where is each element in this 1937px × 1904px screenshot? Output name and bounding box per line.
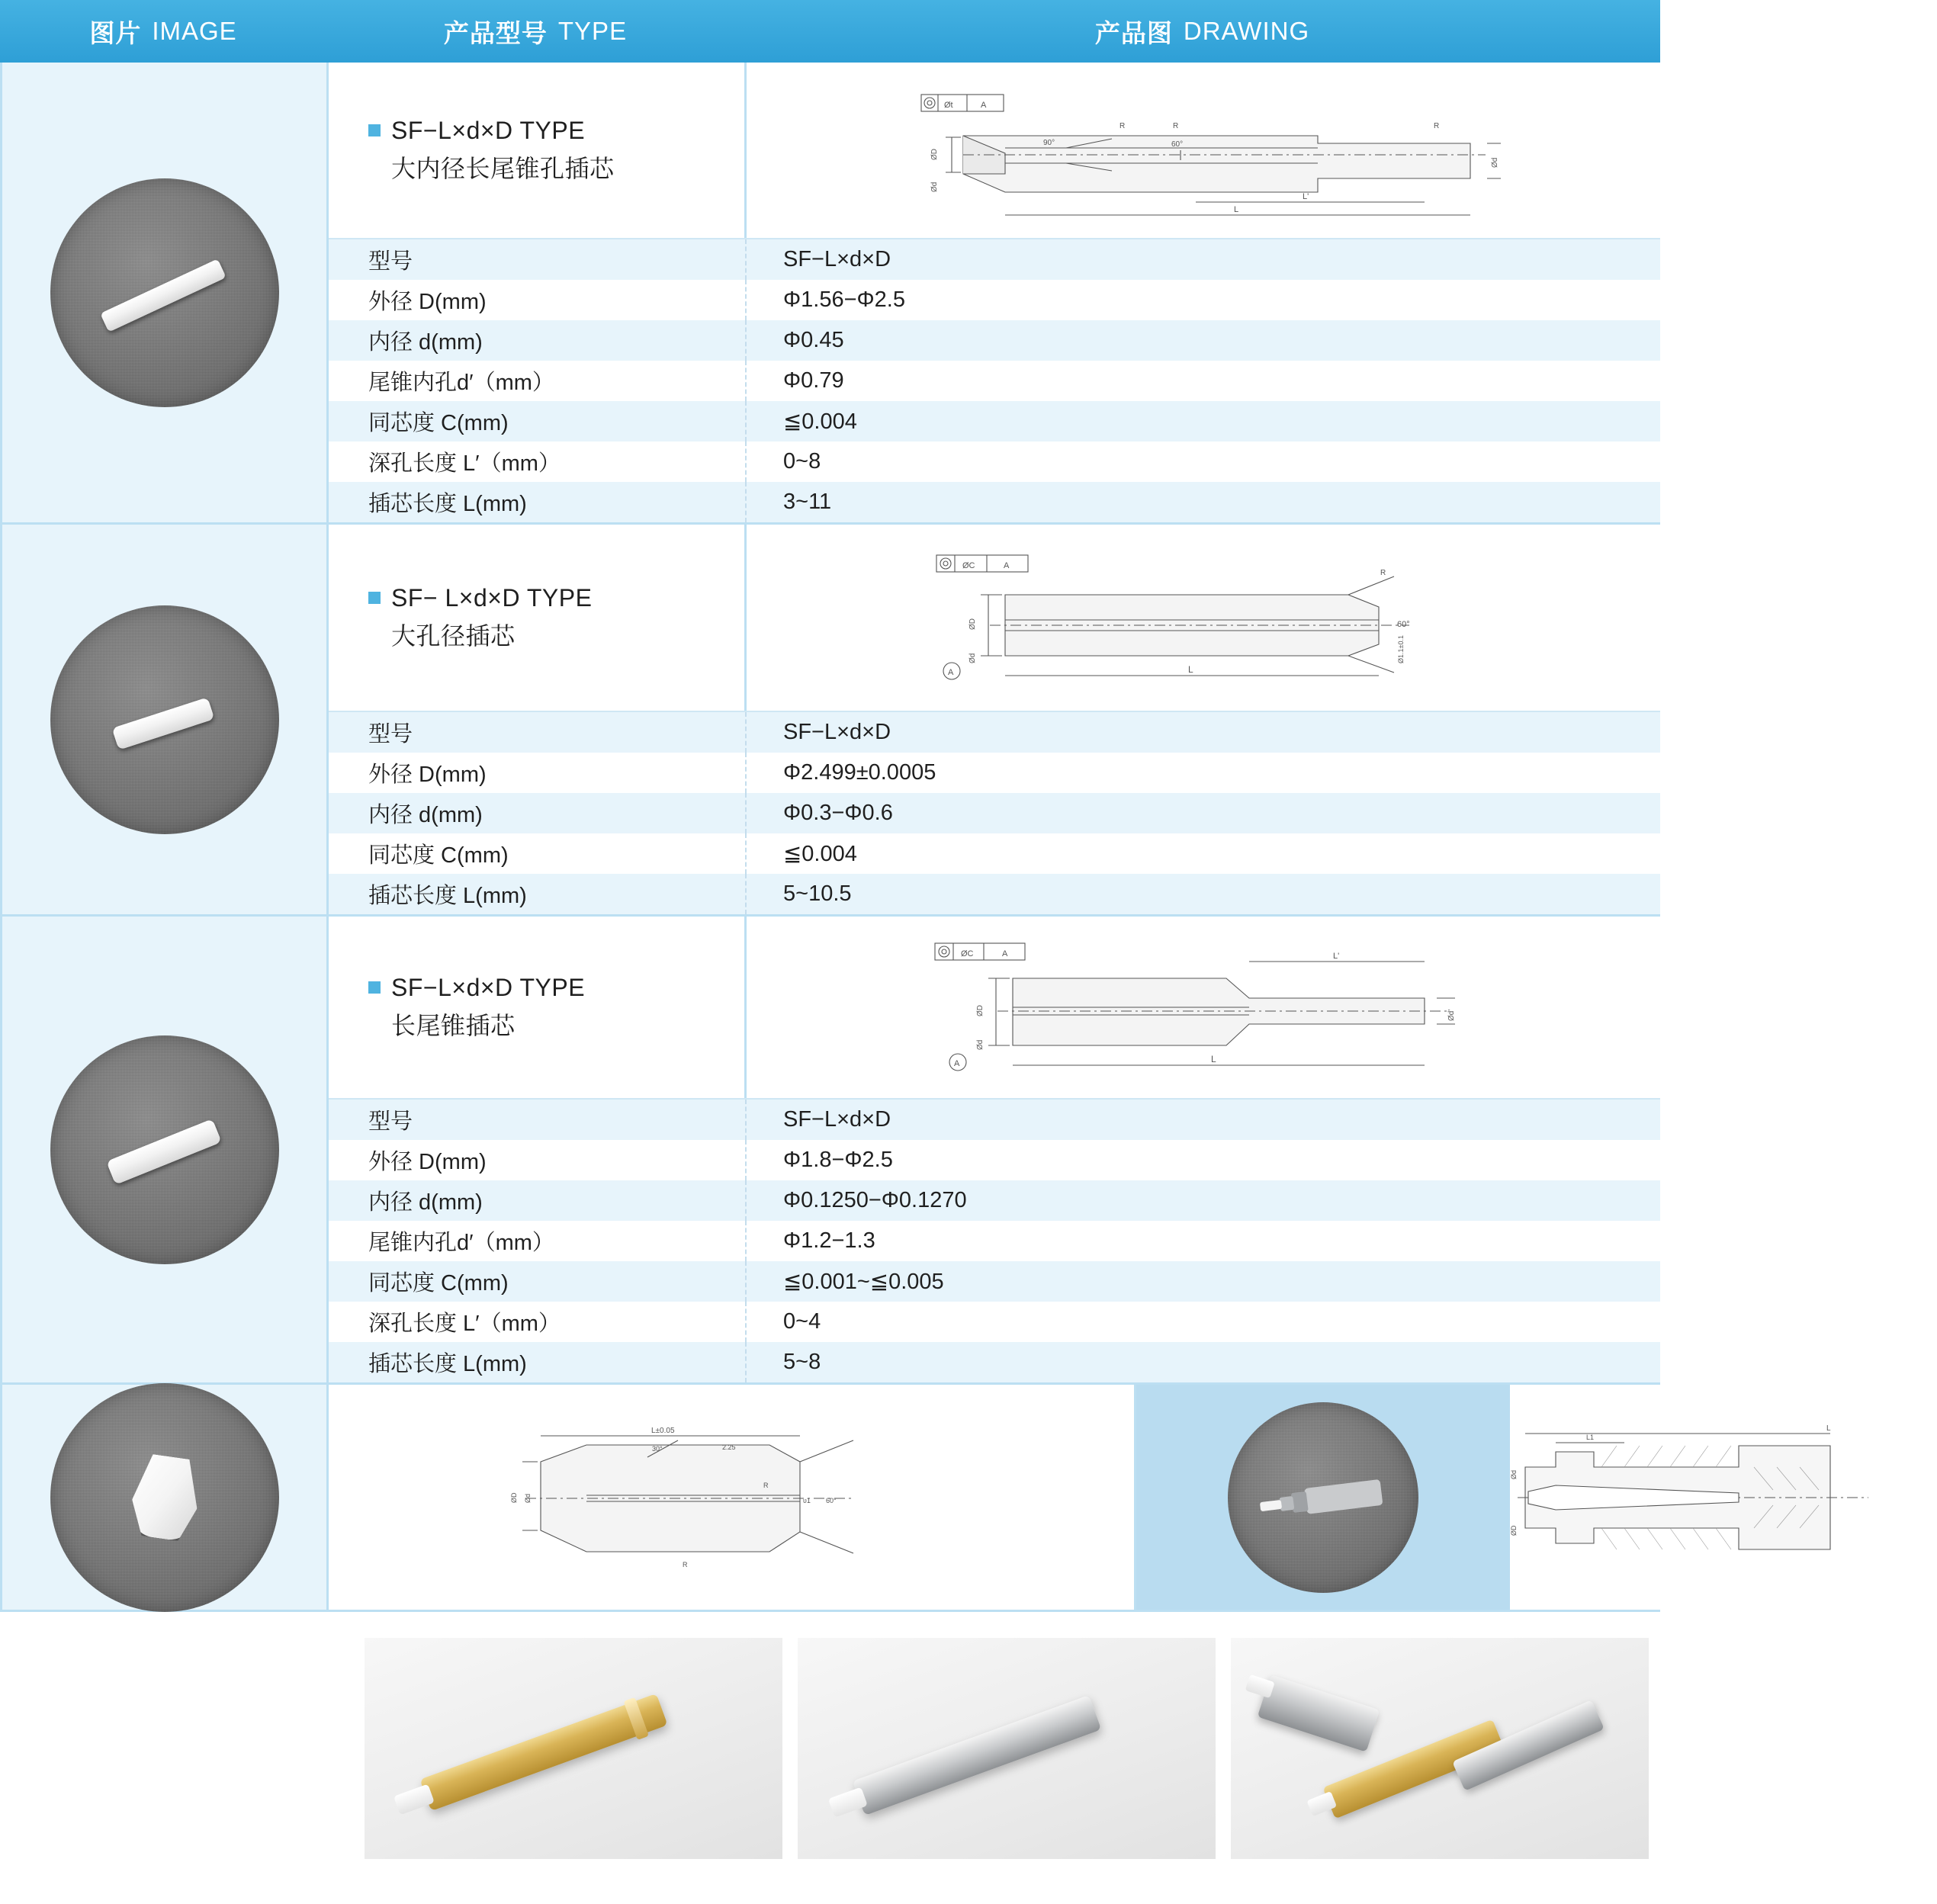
ferrule-body <box>100 258 226 332</box>
header-type-en: TYPE <box>557 17 628 45</box>
steel-body <box>1258 1674 1380 1752</box>
table-row <box>329 712 1660 753</box>
spec-value: 3~11 <box>783 490 832 514</box>
brass-pin <box>419 1694 667 1811</box>
product-type-cell-1 <box>329 63 747 238</box>
conical-ferrule-photo <box>50 1383 279 1612</box>
svg-text:Ød: Ød <box>930 181 939 192</box>
product-image-cell-2 <box>2 525 329 914</box>
bottom-photo-strip <box>0 1612 1660 1886</box>
table-row <box>329 482 1660 522</box>
product-drawing-cell-2 <box>747 525 1660 711</box>
svg-text:L: L <box>1826 1424 1831 1433</box>
spec-value: 0~8 <box>783 449 821 474</box>
spec-key: 深孔长度 L′（mm） <box>329 1302 747 1342</box>
svg-text:ØD: ØD <box>1510 1525 1518 1536</box>
product-title-line2: 大内径长尾锥孔插芯 <box>391 155 615 182</box>
technical-drawing-4a <box>495 1418 968 1578</box>
product-drawing-cell-4a <box>329 1385 1136 1610</box>
table-row <box>329 1342 1660 1382</box>
spec-value: 5~8 <box>783 1350 821 1374</box>
table-row <box>329 1302 1660 1342</box>
spec-key: 型号 <box>329 239 747 280</box>
spec-value: Φ0.45 <box>783 328 844 352</box>
svg-text:90°: 90° <box>1043 139 1055 147</box>
product-block-3 <box>0 917 1660 1385</box>
spec-value: 5~10.5 <box>783 881 852 906</box>
ceramic-tip <box>828 1787 868 1817</box>
product-drawing-cell-3 <box>747 917 1660 1098</box>
svg-text:ØD: ØD <box>968 618 977 630</box>
header-type-cn: 产品型号 <box>443 18 548 47</box>
table-row <box>329 753 1660 793</box>
svg-text:ØD: ØD <box>930 149 939 160</box>
bullet-icon <box>368 981 381 994</box>
technical-drawing-4b <box>1510 1421 1937 1574</box>
svg-text:Ød': Ød' <box>1447 1009 1456 1021</box>
table-row <box>329 1221 1660 1261</box>
product-title-line2: 长尾锥插芯 <box>391 1012 516 1039</box>
svg-text:A: A <box>1002 949 1008 958</box>
spec-key: 型号 <box>329 712 747 753</box>
svg-text:R: R <box>1119 122 1126 130</box>
product-image-cell-1 <box>2 63 329 522</box>
svg-text:A: A <box>1004 561 1010 570</box>
spec-table-3 <box>329 1100 1660 1382</box>
technical-drawing-1 <box>891 78 1516 223</box>
spec-key: 同芯度 C(mm) <box>329 1261 747 1302</box>
technical-drawing-2 <box>891 541 1516 694</box>
assembly-pin-1 <box>1258 1674 1380 1752</box>
spec-table-2 <box>329 712 1660 914</box>
spec-key: 型号 <box>329 1100 747 1140</box>
header-image-column <box>0 0 326 63</box>
table-row <box>329 1100 1660 1140</box>
svg-text:A: A <box>981 101 987 110</box>
spec-value: SF−L×d×D <box>783 247 891 271</box>
spec-key: 插芯长度 L(mm) <box>329 482 747 522</box>
spec-key: 外径 D(mm) <box>329 280 747 320</box>
product-image-cell-4 <box>2 1385 329 1610</box>
spec-value: SF−L×d×D <box>783 720 891 744</box>
table-row <box>329 320 1660 361</box>
product-type-cell-2 <box>329 525 747 711</box>
spec-value: Φ0.79 <box>783 368 844 393</box>
table-row <box>329 874 1660 914</box>
ferrule-photo-2 <box>50 605 279 834</box>
spec-key: 深孔长度 L′（mm） <box>329 441 747 482</box>
spec-value: Φ1.8−Φ2.5 <box>783 1148 893 1172</box>
svg-text:L': L' <box>1333 952 1340 961</box>
product-block-2 <box>0 525 1660 917</box>
svg-text:2.25: 2.25 <box>722 1443 736 1451</box>
header-type-column <box>326 0 744 63</box>
spec-key: 同芯度 C(mm) <box>329 833 747 874</box>
table-row <box>329 793 1660 833</box>
svg-text:A: A <box>948 668 954 677</box>
header-drawing-cn: 产品图 <box>1094 18 1173 47</box>
spec-value: ≦0.004 <box>783 409 857 434</box>
spec-key: 尾锥内孔d′（mm） <box>329 361 747 401</box>
svg-text:L±0.05: L±0.05 <box>651 1426 675 1435</box>
brass-ring <box>623 1697 649 1740</box>
product-type-cell-3 <box>329 917 747 1098</box>
table-row <box>329 239 1660 280</box>
svg-text:30°: 30° <box>652 1444 663 1453</box>
svg-text:ØC: ØC <box>961 949 974 958</box>
header-image-en: IMAGE <box>152 17 237 45</box>
spec-value: Φ1.56−Φ2.5 <box>783 287 905 312</box>
product-title-line1: SF−L×d×D TYPE <box>391 974 586 1002</box>
steel-pin <box>853 1695 1102 1816</box>
product-image-cell-3 <box>2 917 329 1382</box>
product-title-line1: SF−L×d×D TYPE <box>391 117 586 145</box>
svg-text:L: L <box>1211 1054 1216 1064</box>
svg-text:L: L <box>1188 664 1193 675</box>
product-drawing-cell-4b <box>1510 1385 1937 1610</box>
spec-table-1 <box>329 239 1660 522</box>
spec-value: Φ2.499±0.0005 <box>783 760 936 785</box>
assorted-pins-photo <box>1231 1638 1649 1859</box>
spec-value: Φ0.3−Φ0.6 <box>783 801 893 825</box>
product-title-line2: 大孔径插芯 <box>391 622 516 650</box>
steel-pin-photo <box>798 1638 1216 1859</box>
spec-key: 外径 D(mm) <box>329 753 747 793</box>
spec-key: 内径 d(mm) <box>329 1180 747 1221</box>
spec-key: 插芯长度 L(mm) <box>329 874 747 914</box>
product-drawing-cell-1 <box>747 63 1660 238</box>
table-row <box>329 401 1660 441</box>
spec-key: 插芯长度 L(mm) <box>329 1342 747 1382</box>
bullet-icon <box>368 592 381 604</box>
svg-text:Ød: Ød <box>968 653 977 663</box>
svg-text:A: A <box>954 1059 960 1068</box>
spec-value: Φ0.1250−Φ0.1270 <box>783 1188 967 1212</box>
ferrule-body <box>111 697 214 750</box>
svg-text:ØD: ØD <box>976 1005 985 1016</box>
svg-text:Ød: Ød <box>1491 157 1499 168</box>
spec-key: 同芯度 C(mm) <box>329 401 747 441</box>
svg-text:L': L' <box>1303 192 1309 201</box>
spec-key: 内径 d(mm) <box>329 793 747 833</box>
svg-text:R: R <box>1434 122 1440 130</box>
ferrule-body <box>106 1119 221 1185</box>
table-row <box>329 361 1660 401</box>
header-drawing-en: DRAWING <box>1183 17 1310 45</box>
spec-value: SF−L×d×D <box>783 1107 891 1132</box>
spec-value: ≦0.001~≦0.005 <box>783 1270 944 1294</box>
svg-text:R: R <box>763 1481 769 1489</box>
ferrule-photo-3 <box>50 1035 279 1264</box>
svg-text:L1: L1 <box>1586 1433 1595 1441</box>
svg-text:60°: 60° <box>1397 620 1410 629</box>
metal-assembly-photo <box>1228 1402 1418 1593</box>
spec-value: Φ1.2−1.3 <box>783 1228 875 1253</box>
metal-pin-graphic <box>1257 1473 1391 1524</box>
product-block-1 <box>0 63 1660 525</box>
svg-text:R: R <box>1173 122 1179 130</box>
bullet-icon <box>368 124 381 136</box>
technical-drawing-3 <box>891 931 1516 1084</box>
table-row <box>329 1140 1660 1180</box>
conical-ferrule-body <box>127 1452 203 1543</box>
svg-text:L: L <box>1234 205 1239 214</box>
spec-value: ≦0.004 <box>783 842 857 866</box>
ferrule-photo-1 <box>50 178 279 407</box>
spec-key: 内径 d(mm) <box>329 320 747 361</box>
spec-value: 0~4 <box>783 1309 821 1334</box>
spec-key: 尾锥内孔d′（mm） <box>329 1221 747 1261</box>
svg-text:Øt: Øt <box>944 101 953 110</box>
table-row <box>329 1180 1660 1221</box>
header-image-cn: 图片 <box>89 18 142 47</box>
svg-text:Ød: Ød <box>524 1493 532 1503</box>
metal-assembly-photo-cell <box>1136 1385 1510 1610</box>
svg-text:ØC: ØC <box>962 561 975 570</box>
table-row <box>329 833 1660 874</box>
table-row <box>329 1261 1660 1302</box>
svg-text:ØD: ØD <box>510 1492 518 1503</box>
svg-text:60°: 60° <box>826 1496 837 1504</box>
header-drawing-column <box>744 0 1660 63</box>
svg-text:Ød: Ød <box>1510 1469 1518 1479</box>
spec-key: 外径 D(mm) <box>329 1140 747 1180</box>
product-block-4 <box>0 1385 1831 1612</box>
table-header <box>0 0 1660 63</box>
svg-text:ʋ1: ʋ1 <box>803 1496 811 1504</box>
product-title-line1: SF− L×d×D TYPE <box>391 584 593 612</box>
svg-text:R: R <box>1380 569 1386 577</box>
brass-pin-photo <box>365 1638 782 1859</box>
table-row <box>329 441 1660 482</box>
svg-text:Ø1.1±0.1: Ø1.1±0.1 <box>1397 635 1405 663</box>
svg-text:R: R <box>683 1560 688 1568</box>
table-row <box>329 280 1660 320</box>
ceramic-tip <box>394 1784 435 1815</box>
svg-text:60°: 60° <box>1171 140 1184 149</box>
svg-text:Ød: Ød <box>976 1039 985 1050</box>
